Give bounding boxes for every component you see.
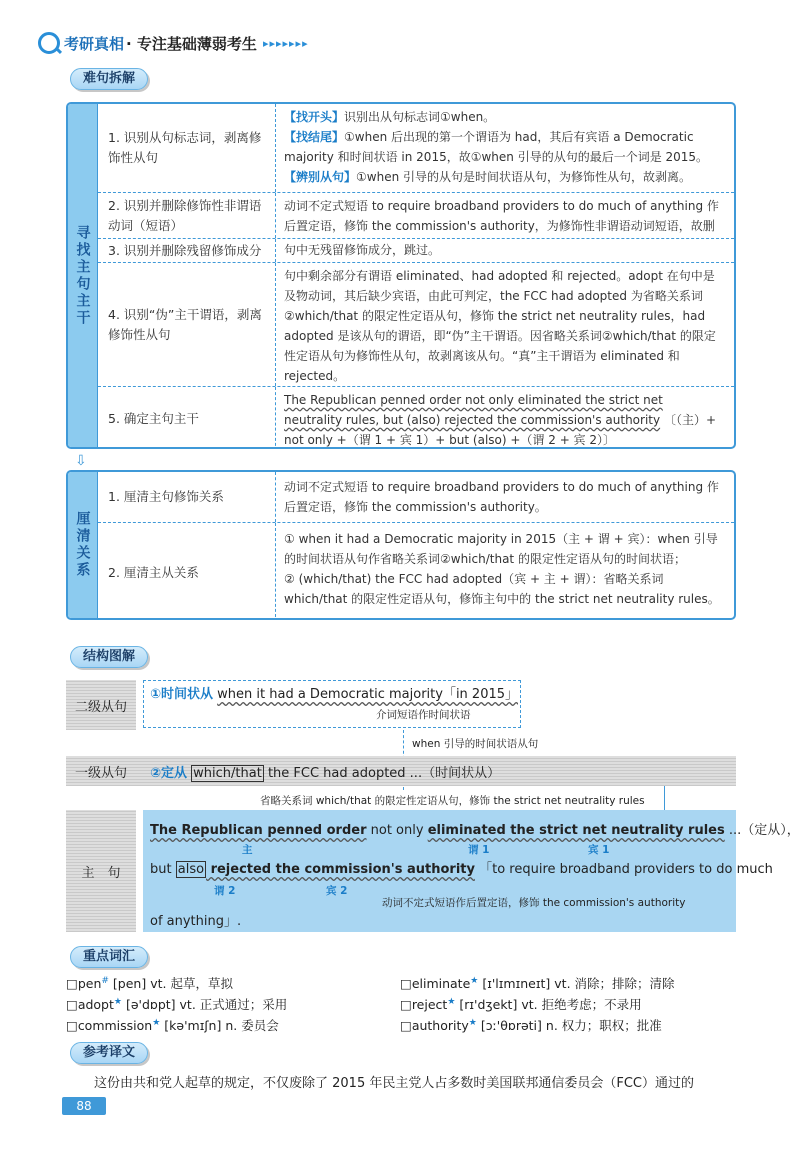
step-label: 1. 识别从句标志词，剥离修饰性从句 <box>98 104 276 192</box>
section-title-vocabulary: 重点词汇 <box>70 946 148 968</box>
main-clause-formula: 〔（主）+ not only +（谓 1 + 宾 1）+ but (also) +（谓 2 + 宾 2）〕 <box>284 413 716 447</box>
table-row <box>98 104 734 192</box>
analysis-table-main <box>66 102 736 449</box>
section-title-translation: 参考译文 <box>70 1042 148 1064</box>
page-number: 88 <box>62 1097 106 1115</box>
brand-name: 考研真相 <box>64 34 125 53</box>
main-line-3: of anything」. <box>150 914 242 929</box>
level1-note: 省略关系词 which/that 的限定性定语从句，修饰 the strict net neutrality rules <box>260 795 645 807</box>
connector-arrow-icon <box>664 786 665 810</box>
step-label: 3. 识别并删除残留修饰成分 <box>98 239 276 262</box>
step-content <box>278 387 728 449</box>
step-label: 2. 厘清主从关系 <box>98 523 276 620</box>
step-content: 【找开头】识别出从句标志词①when。 【找结尾】①when 后出现的第一个谓语为 had，其后有宾语 a Democratic majority 和时间状语 in 2015，故①when 引导的从句的最后一个词是 2015。 【辨别从句】①when 引导的从句是时间状语从句，为修饰性从句，故剥离。 <box>284 110 709 184</box>
vocab-item: □reject★ [rɪ'dʒekt] vt. 拒绝考虑；不录用 <box>400 996 642 1012</box>
relation-line-2: ② (which/that) the FCC had adopted（宾 + 主 + 谓）：省略关系词 which/that 的限定性定语从句，修饰主句中的 the strict net neutrality rules。 <box>284 572 720 606</box>
mark-subject: 主 <box>242 844 253 856</box>
main-label: 主 句 <box>81 865 121 881</box>
main-line-1: The Republican penned order not only eliminated the strict net neutrality rules ...（定从）， <box>150 823 800 838</box>
analysis-table-relations <box>66 470 736 620</box>
section-title-structure: 结构图解 <box>70 646 148 668</box>
brand-slogan: · 专注基础薄弱考生 <box>126 34 257 53</box>
step-content: 动词不定式短语 to require broadband providers to do much of anything 作后置定语，修饰 the commission's authority。 <box>284 480 719 514</box>
step-content <box>278 523 728 620</box>
magnifier-logo-icon <box>38 32 60 54</box>
step-label: 2. 识别并删除修饰性非谓语动词（短语） <box>98 193 276 238</box>
main-note: 动词不定式短语作后置定语，修饰 the commission's authority <box>382 897 686 909</box>
mark-object-2: 宾 2 <box>326 885 348 897</box>
table-row <box>98 238 734 262</box>
vocab-item: □pen# [pen] vt. 起草，草拟 <box>66 975 233 991</box>
step-content: 句中剩余部分有谓语 eliminated、had adopted 和 rejected。adopt 在句中是及物动词，其后缺少宾语，由此可判定，the FCC had adopted 为省略关系词②which/that 的限定性定语从句，修饰 the strict net neutrality rules，had adopted 是该从句的谓语，即“伪”主干谓语。因省略关系词②which/that 的限定性定语从句为修饰性从句，故剥离该从句。“真”主干谓语为 eliminated 和 rejected。 <box>284 269 716 383</box>
vocab-item: □eliminate★ [ɪ'lɪmɪneɪt] vt. 消除；排除；清除 <box>400 975 675 991</box>
table-row <box>98 522 734 620</box>
level2-label: 二级从句 <box>74 699 127 715</box>
table-row <box>98 192 734 238</box>
section-title-difficult-sentence: 难句拆解 <box>70 68 148 90</box>
step-label: 5. 确定主句主干 <box>98 387 276 449</box>
vocab-item: □adopt★ [ə'dɒpt] vt. 正式通过；采用 <box>66 996 288 1012</box>
step-content: 动词不定式短语 to require broadband providers to do much of anything 作后置定语，修饰 the commission's authority，为修饰性非谓语动词短语，故删 <box>284 199 719 233</box>
relation-line-1: ① when it had a Democratic majority in 2015（主 + 谓 + 宾）：when 引导的时间状语从句作省略关系词②which/that 的限定性定语从句的时间状语； <box>284 532 718 566</box>
mark-object-1: 宾 1 <box>588 844 610 856</box>
main-clause-sentence: The Republican penned order not only eliminated the strict net neutrality rules, but (also) rejected the commission's authority <box>284 393 663 427</box>
step-label: 1. 厘清主句修饰关系 <box>98 472 276 522</box>
table-row <box>98 386 734 449</box>
page-header <box>38 32 309 54</box>
down-arrow-icon: ⇩ <box>75 453 87 469</box>
table-side-label: 寻找主句主干 <box>68 104 98 447</box>
step-content: 句中无残留修饰成分，跳过。 <box>284 243 441 257</box>
level1-label: 一级从句 <box>74 765 127 781</box>
vocab-item: □commission★ [kə'mɪʃn] n. 委员会 <box>66 1017 279 1033</box>
table-row <box>98 472 734 522</box>
level2-link-note: when 引导的时间状语从句 <box>412 738 539 750</box>
level2-sentence: ①时间状从 when it had a Democratic majority「in 2015」 <box>150 687 519 702</box>
level1-sentence: ②定从 which/that the FCC had adopted ...（时间状从） <box>150 766 501 781</box>
arrow-decoration-icon: ▸▸▸▸▸▸▸ <box>262 36 309 50</box>
mark-predicate-2: 谓 2 <box>214 885 236 897</box>
table-side-label: 厘清关系 <box>68 472 98 618</box>
mark-predicate-1: 谓 1 <box>468 844 490 856</box>
translation-text: 这份由共和党人起草的规定，不仅废除了 2015 年民主党人占多数时美国联邦通信委员会（FCC）通过的 <box>94 1076 694 1091</box>
step-label: 4. 识别“伪”主干谓语，剥离修饰性从句 <box>98 263 276 386</box>
level2-note: 介词短语作时间状语 <box>376 709 471 721</box>
vocab-item: □authority★ [ɔː'θɒrəti] n. 权力；职权；批准 <box>400 1017 662 1033</box>
table-row <box>98 262 734 386</box>
main-line-2: but also rejected the commission's authority 「to require broadband providers to do much <box>150 862 773 877</box>
